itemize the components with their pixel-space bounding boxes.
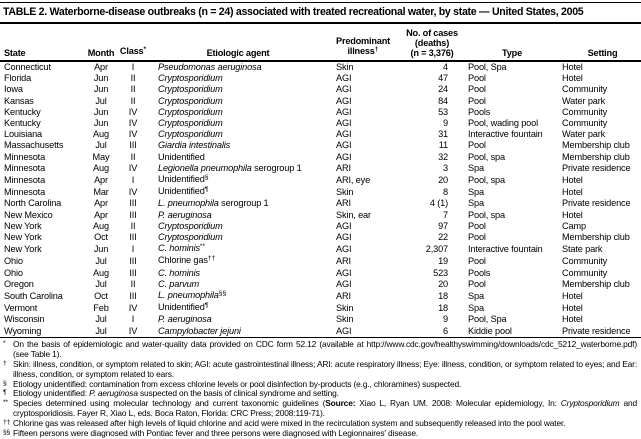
cell-cases: 84 [438, 95, 448, 106]
cell-setting: Community [562, 118, 608, 129]
cell-month: Jul [95, 140, 107, 151]
cell-class: III [129, 232, 137, 243]
cell-cases: 24 [438, 84, 448, 95]
cell-cases: 20 [438, 278, 448, 289]
text-segment: L. pneumophila [158, 198, 219, 209]
cell-setting: Hotel [562, 62, 583, 72]
cell-state: New York [4, 220, 42, 231]
footnote-marker: §§ [3, 429, 10, 437]
cell-month: Aug [93, 129, 109, 140]
cell-type: Pool, spa [468, 209, 505, 220]
cell-agent [150, 174, 326, 186]
cell-class: I [131, 314, 135, 325]
text-segment: serogroup 1 [251, 162, 302, 173]
cell-cases: 9 [443, 314, 448, 325]
cell-type: Pools [468, 106, 491, 117]
cell-illness: AGI [336, 73, 352, 84]
cell-month: Oct [94, 291, 108, 302]
cell-class: III [129, 198, 137, 209]
footnote-marker: † [3, 359, 7, 367]
cell-month: Jul [95, 256, 107, 267]
text-segment: C. parvum [158, 278, 200, 289]
cell-setting: Water park [562, 129, 606, 140]
table-row [0, 163, 641, 174]
footnote [3, 399, 637, 419]
cell-setting: Hotel [562, 291, 583, 302]
cell-agent [150, 140, 326, 151]
text-segment: Etiology unidentified: [13, 388, 90, 399]
table-row [0, 255, 641, 267]
cell-month: Apr [94, 175, 108, 186]
column-header-cases: No. of cases (deaths) (n = 3,376) [400, 24, 464, 61]
text-segment: §§ [218, 290, 227, 298]
cell-illness: ARI [336, 256, 351, 267]
table-row [0, 290, 641, 302]
cell-class: II [130, 220, 136, 231]
text-segment: Species determined using molecular technology and current taxonomic guidelines ( [13, 398, 326, 409]
cell-type: Pool [468, 278, 486, 289]
cell-type: Interactive fountain [468, 129, 543, 140]
cell-state: Wisconsin [4, 314, 45, 325]
text-segment: Unidentified [158, 302, 205, 313]
cell-class: I [131, 62, 135, 72]
text-segment: Unidentified [158, 151, 205, 162]
cell-state: Connecticut [4, 62, 51, 72]
cell-cases: 9 [443, 118, 448, 129]
text-segment: Etiology unidentified: contamination from excess chlorine levels or pool disinfection by-products (e.g., chloramines) suspected. [13, 378, 462, 389]
cell-class: I [131, 244, 135, 255]
table-row [0, 279, 641, 290]
cell-type: Interactive fountain [468, 244, 543, 255]
cell-agent [150, 107, 326, 118]
cell-state: Iowa [4, 84, 23, 95]
cell-illness: AGI [336, 140, 352, 151]
cell-state: Vermont [4, 303, 38, 314]
footnote-reference: † [374, 46, 379, 53]
column-header-type: Type [464, 24, 560, 61]
cell-state: Oregon [4, 278, 34, 289]
cell-month: Mar [93, 187, 109, 198]
footnote-marker: ¶ [3, 389, 7, 397]
cell-setting: Hotel [562, 209, 583, 220]
cell-cases: 6 [400, 326, 464, 338]
table-row [0, 96, 641, 107]
footnote-reference: * [143, 46, 147, 53]
cell-type: Pool [468, 256, 486, 267]
cell-cases: 53 [438, 106, 448, 117]
cell-type: Pool [468, 140, 486, 151]
cell-agent [150, 152, 326, 163]
cell-agent [150, 118, 326, 129]
table-title: TABLE 2. Waterborne-disease outbreaks (n = 24) associated with treated recreational water, by state — United States, 2005 [0, 2, 641, 24]
column-header-month: Month [86, 24, 116, 61]
cell-cases: 3 [443, 162, 448, 173]
cell-month: Jul [86, 326, 116, 338]
cell-state: Kentucky [4, 118, 41, 129]
cell-class: IV [128, 303, 138, 314]
cell-setting: Hotel [562, 175, 583, 186]
table-row [0, 129, 641, 140]
cell-illness: AGI [336, 151, 352, 162]
text-segment: serogroup 1 [218, 198, 269, 209]
cell-month: Jun [93, 73, 109, 84]
cell-cases: 18 [438, 303, 448, 314]
cell-illness: AGI [326, 326, 400, 338]
cell-agent [150, 198, 326, 209]
cell-state: Kentucky [4, 106, 41, 117]
cell-month: Oct [94, 232, 108, 243]
text-segment: C. hominis [158, 267, 200, 278]
table-row [0, 268, 641, 279]
text-segment: § [204, 174, 209, 182]
cell-illness: AGI [336, 220, 352, 231]
cell-setting: Community [562, 84, 608, 95]
cell-type: Spa [468, 291, 484, 302]
text-segment: suspected on the basis of clinical syndrome and setting. [137, 388, 339, 399]
text-segment: Cryptosporidium [158, 84, 223, 95]
cell-illness: AGI [336, 118, 352, 129]
cell-cases: 4 [443, 62, 448, 72]
cell-state: New York [4, 244, 42, 255]
column-header-class: Class* [116, 24, 150, 61]
cell-illness: Skin [336, 314, 354, 325]
cell-state: Kansas [4, 95, 34, 106]
cell-class: IV [116, 326, 150, 338]
cell-illness: AGI [336, 267, 352, 278]
cell-agent [150, 243, 326, 255]
cell-class: IV [128, 106, 138, 117]
cell-type: Pool, Spa [468, 62, 507, 72]
header-row [0, 24, 641, 61]
cell-class: III [129, 256, 137, 267]
table-row [0, 140, 641, 151]
cell-class: III [129, 140, 137, 151]
cell-cases: 11 [438, 140, 448, 151]
cell-state: Ohio [4, 267, 23, 278]
cell-agent [150, 279, 326, 290]
text-segment: Skin: illness, condition, or symptom related to skin; AGI: acute gastrointestinal illness; ARI: acute respiratory illness; Eye: illness, condition, or symptom related to eyes; and Ear: illness, condition, or symptom related to ears. [13, 358, 637, 379]
text-segment: P. aeruginosa [158, 314, 212, 325]
cell-class: IV [128, 162, 138, 173]
cell-class: IV [128, 118, 138, 129]
cell-state: Massachusetts [4, 140, 64, 151]
cell-cases: 19 [438, 256, 448, 267]
cell-month: Jun [93, 118, 109, 129]
cell-type: Spa [468, 198, 484, 209]
cell-setting: Hotel [562, 187, 583, 198]
cell-month: Jul [95, 314, 107, 325]
cell-setting: Community [562, 267, 608, 278]
cell-illness: AGI [336, 106, 352, 117]
table-row [0, 61, 641, 73]
cell-state: South Carolina [4, 291, 63, 302]
text-segment: †† [207, 255, 216, 263]
table-row [0, 118, 641, 129]
cell-month: Apr [94, 209, 108, 220]
cell-cases: 523 [433, 267, 448, 278]
cell-type: Pool, spa [468, 175, 505, 186]
cell-state: Minnesota [4, 175, 46, 186]
cell-state: Minnesota [4, 187, 46, 198]
cell-setting: Membership club [562, 232, 630, 243]
footnote [3, 429, 637, 439]
cell-month: Apr [94, 62, 108, 72]
cell-type: Pool, wading pool [468, 118, 538, 129]
cell-type: Pool, spa [468, 151, 505, 162]
cell-class: II [130, 278, 136, 289]
footnote-marker: †† [3, 419, 10, 427]
cell-cases: 7 [443, 209, 448, 220]
cell-month: Jun [93, 106, 109, 117]
text-segment: and cryptosporidiosis. Fayer R, Xiao L, eds. Boca Raton, Florida: CRC Press; 2008:119-71). [13, 398, 637, 419]
text-segment: Fifteen persons were diagnosed with Pontiac fever and three persons were diagnosed with Legionnaires' disease. [13, 428, 419, 439]
cell-state: Minnesota [4, 151, 46, 162]
text-segment: C. hominis [158, 243, 200, 254]
text-segment: Cryptosporidium [560, 398, 620, 409]
table-row [0, 221, 641, 232]
table-row [0, 152, 641, 163]
text-segment: L. pneumophila [158, 290, 219, 301]
text-segment: Chlorine gas [158, 255, 208, 266]
table-row [0, 302, 641, 314]
cell-setting: Private residence [560, 326, 641, 338]
table-row [0, 314, 641, 325]
cell-agent [150, 232, 326, 243]
text-segment: Xiao L, Ryan UM. 2008: Molecular epidemiology, In: [355, 398, 561, 409]
cell-agent [150, 163, 326, 174]
cell-type: Pool [468, 95, 486, 106]
cell-cases: 2,307 [425, 244, 448, 255]
cell-month: Aug [93, 162, 109, 173]
cell-cases: 47 [438, 73, 448, 84]
text-segment: Chlorine gas was released after high levels of liquid chlorine and acid were mixed in the recirculation system and subsequently released into the pool water. [13, 418, 566, 429]
cell-state: Louisiana [4, 129, 42, 140]
cell-setting: Membership club [562, 140, 630, 151]
text-segment: ** [199, 243, 206, 251]
text-segment: Cryptosporidium [158, 129, 223, 140]
table-row [0, 243, 641, 255]
text-segment: Source: [325, 398, 356, 409]
column-header-illness: Predominant illness† [326, 24, 400, 61]
text-segment: Unidentified [158, 174, 205, 185]
cell-illness: AGI [336, 244, 352, 255]
cell-month: Jul [95, 278, 107, 289]
footnote-marker: ** [3, 399, 8, 407]
cell-agent [150, 268, 326, 279]
cell-agent [150, 326, 326, 338]
cell-month: Jun [93, 244, 109, 255]
cell-agent [150, 186, 326, 198]
cell-agent [150, 314, 326, 325]
cell-month: Feb [93, 303, 109, 314]
table-row [0, 186, 641, 198]
cell-class: II [130, 73, 136, 84]
cell-illness: AGI [336, 129, 352, 140]
cell-type: Pool [468, 73, 486, 84]
cell-state: New Mexico [4, 209, 53, 220]
table-row [0, 84, 641, 95]
footnote [3, 340, 637, 360]
cell-type: Pool, Spa [468, 314, 507, 325]
cell-setting: Private residence [562, 162, 631, 173]
cell-cases: 32 [438, 151, 448, 162]
footnotes [3, 340, 637, 439]
cell-agent [150, 290, 326, 302]
text-segment: ¶ [204, 302, 209, 310]
cell-illness: ARI, eye [336, 175, 371, 186]
cell-illness: Skin [336, 303, 354, 314]
cell-month: Apr [94, 198, 108, 209]
cell-month: Aug [93, 220, 109, 231]
text-segment: Cryptosporidium [158, 232, 223, 243]
text-segment: Cryptosporidium [158, 220, 223, 231]
text-segment: Cryptosporidium [158, 95, 223, 106]
table-row [0, 198, 641, 209]
text-segment: P. aeruginosa [158, 209, 212, 220]
cell-state: Florida [4, 73, 32, 84]
outbreaks-table [0, 24, 641, 338]
footnote-marker: § [3, 379, 7, 387]
cell-setting: Private residence [562, 198, 631, 209]
cell-setting: Hotel [562, 73, 583, 84]
cell-illness: ARI [336, 198, 351, 209]
cell-type: Spa [468, 187, 484, 198]
cell-illness: Skin [336, 62, 354, 72]
cell-agent [150, 61, 326, 73]
cell-state: Minnesota [4, 162, 46, 173]
cell-month: Jun [93, 84, 109, 95]
cell-setting: Community [562, 256, 608, 267]
cell-class: I [131, 175, 135, 186]
footnote-marker: * [3, 339, 6, 347]
text-segment: Cryptosporidium [158, 118, 223, 129]
cell-illness: AGI [336, 232, 352, 243]
cell-cases: 8 [443, 187, 448, 198]
cell-setting: Hotel [562, 314, 583, 325]
cell-illness: AGI [336, 95, 352, 106]
table-body [0, 61, 641, 337]
text-segment: Unidentified [158, 186, 205, 197]
text-segment: P. aeruginosa [89, 388, 138, 399]
cell-type: Pools [468, 267, 491, 278]
cell-type: Pool [468, 220, 486, 231]
column-header-state: State [0, 24, 86, 61]
cell-cases: 22 [438, 232, 448, 243]
cell-class: IV [128, 129, 138, 140]
cell-state: North Carolina [4, 198, 62, 209]
cell-agent [150, 221, 326, 232]
text-segment: Pseudomonas aeruginosa [158, 62, 262, 72]
cell-agent [150, 210, 326, 221]
table-row [0, 107, 641, 118]
cell-cases: 31 [438, 129, 448, 140]
cell-illness: ARI [336, 291, 351, 302]
cell-agent [150, 129, 326, 140]
table-row [0, 73, 641, 84]
column-header-agent: Etiologic agent [150, 24, 326, 61]
cell-illness: Skin [336, 187, 354, 198]
cell-class: III [129, 291, 137, 302]
text-segment: Campylobacter jejuni [158, 325, 241, 336]
text-segment: Cryptosporidium [158, 73, 223, 84]
cell-agent [150, 96, 326, 107]
cell-setting: Camp [562, 220, 586, 231]
cell-agent [150, 73, 326, 84]
cell-class: II [130, 95, 136, 106]
cell-cases: 18 [438, 291, 448, 302]
table-row [0, 232, 641, 243]
cell-type: Spa [468, 303, 484, 314]
cell-type: Pool [468, 232, 486, 243]
cell-agent [150, 302, 326, 314]
cell-type: Pool [468, 84, 486, 95]
cell-illness: AGI [336, 278, 352, 289]
footnote [3, 360, 637, 380]
cell-month: Aug [93, 267, 109, 278]
cell-setting: State park [562, 244, 603, 255]
table-row [0, 210, 641, 221]
cell-class: III [129, 209, 137, 220]
cell-state: New York [4, 232, 42, 243]
cell-type: Kiddie pool [464, 326, 560, 338]
cell-state: Wyoming [0, 326, 86, 338]
cell-setting: Water park [562, 95, 606, 106]
text-segment: ¶ [204, 186, 209, 194]
text-segment: Cryptosporidium [158, 106, 223, 117]
cell-month: May [92, 151, 110, 162]
column-header-setting: Setting [560, 24, 641, 61]
cell-agent [150, 255, 326, 267]
cell-setting: Hotel [562, 303, 583, 314]
cell-class: II [130, 151, 136, 162]
cell-illness: ARI [336, 162, 351, 173]
cell-class: II [130, 84, 136, 95]
text-segment: Legionella pneumophila [158, 162, 252, 173]
cell-state: Ohio [4, 256, 23, 267]
cell-illness: AGI [336, 84, 352, 95]
cell-illness: Skin, ear [336, 209, 371, 220]
cell-setting: Community [562, 106, 608, 117]
cell-agent [150, 84, 326, 95]
cell-setting: Membership club [562, 151, 630, 162]
cell-type: Spa [468, 162, 484, 173]
cell-cases: 4 (1) [429, 198, 448, 209]
table-row [0, 174, 641, 186]
cell-setting: Membership club [562, 278, 630, 289]
text-segment: Giardia intestinalis [158, 140, 231, 151]
cell-month: Jul [95, 95, 107, 106]
table-row [0, 326, 641, 338]
text-segment: On the basis of epidemiologic and water-quality data provided on CDC form 52.12 (available at http://www.cdc.gov/healthyswimming/downloads/cdc_5212_waterborne.pdf) (see Table 1). [13, 338, 637, 359]
cell-class: IV [128, 187, 138, 198]
cell-cases: 97 [438, 220, 448, 231]
cell-class: III [129, 267, 137, 278]
cell-cases: 20 [438, 175, 448, 186]
